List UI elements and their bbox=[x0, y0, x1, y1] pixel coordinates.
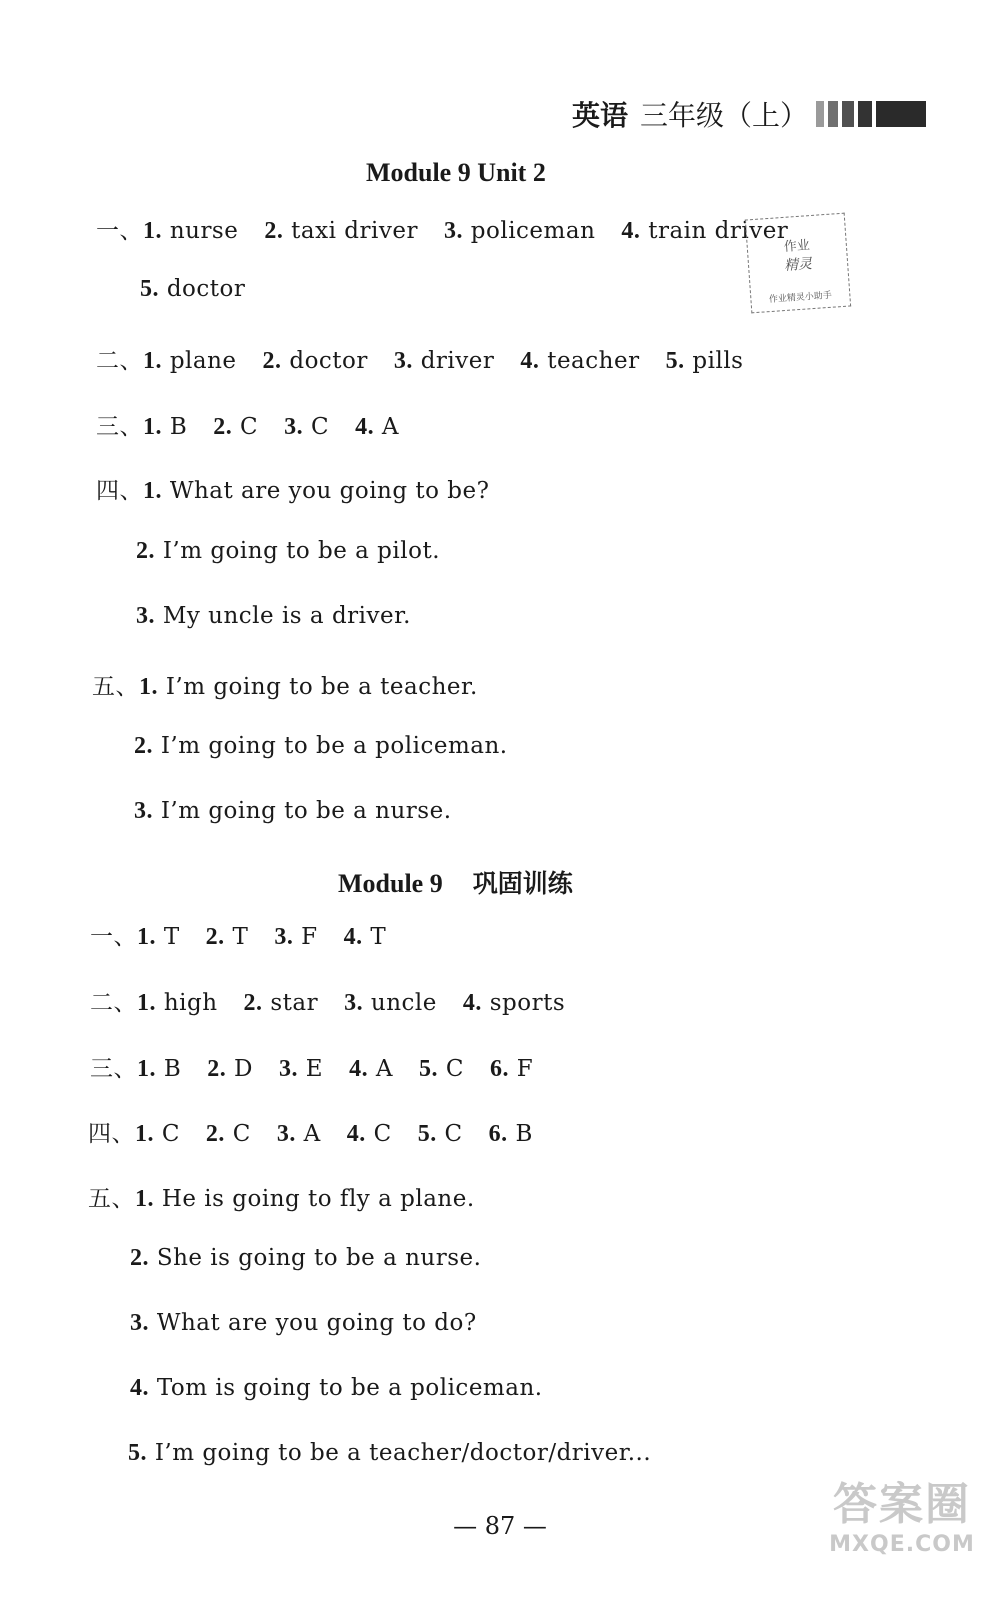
s2-q2-line: 二、1. high 2. star 3. uncle 4. sports bbox=[90, 990, 566, 1016]
page-number: — 87 — bbox=[453, 1512, 547, 1540]
s2-q5-line3: 3. What are you going to do? bbox=[130, 1310, 477, 1336]
s2-q5-line2: 2. She is going to be a nurse. bbox=[130, 1245, 482, 1271]
s1-q2-line: 二、1. plane 2. doctor 3. driver 4. teacher 5. pills bbox=[96, 348, 744, 374]
s1-q4-line2: 2. I’m going to be a pilot. bbox=[136, 538, 441, 564]
header-decoration-bars bbox=[816, 101, 930, 127]
s1-q4-line1: 四、1. What are you going to be? bbox=[96, 478, 490, 504]
stamp-logo: 作业 精灵 作业精灵小助手 bbox=[745, 213, 851, 314]
s2-q5-line1: 五、1. He is going to fly a plane. bbox=[88, 1186, 475, 1212]
s2-q3-line: 三、1. B 2. D 3. E 4. A 5. C 6. F bbox=[90, 1056, 534, 1082]
s1-q5-line3: 3. I’m going to be a nurse. bbox=[134, 798, 452, 824]
page-header bbox=[572, 94, 930, 134]
s1-q3-line: 三、1. B 2. C 3. C 4. A bbox=[96, 414, 399, 440]
s2-q5-line4: 4. Tom is going to be a policeman. bbox=[130, 1375, 543, 1401]
grade-label: 三年级（上） bbox=[640, 99, 809, 132]
s1-q5-line1: 五、1. I’m going to be a teacher. bbox=[92, 674, 478, 700]
s1-q4-line3: 3. My uncle is a driver. bbox=[136, 603, 411, 629]
s1-q1-line1: 一、1. nurse 2. taxi driver 3. policeman 4. train driver bbox=[96, 218, 789, 244]
subject-label: 英语 bbox=[572, 99, 629, 132]
section1-title: Module 9 Unit 2 bbox=[366, 158, 546, 187]
s1-q5-line2: 2. I’m going to be a policeman. bbox=[134, 733, 508, 759]
watermark-logo: 答案圈 MXQE.COM bbox=[829, 1479, 975, 1557]
s2-q4-line: 四、1. C 2. C 3. A 4. C 5. C 6. B bbox=[88, 1121, 533, 1147]
s1-q1-line2: 5. doctor bbox=[140, 276, 246, 302]
s2-q5-line5: 5. I’m going to be a teacher/doctor/driver... bbox=[128, 1440, 652, 1466]
section2-title: Module 9 巩固训练 bbox=[338, 869, 573, 898]
s2-q1-line: 一、1. T 2. T 3. F 4. T bbox=[90, 924, 387, 950]
